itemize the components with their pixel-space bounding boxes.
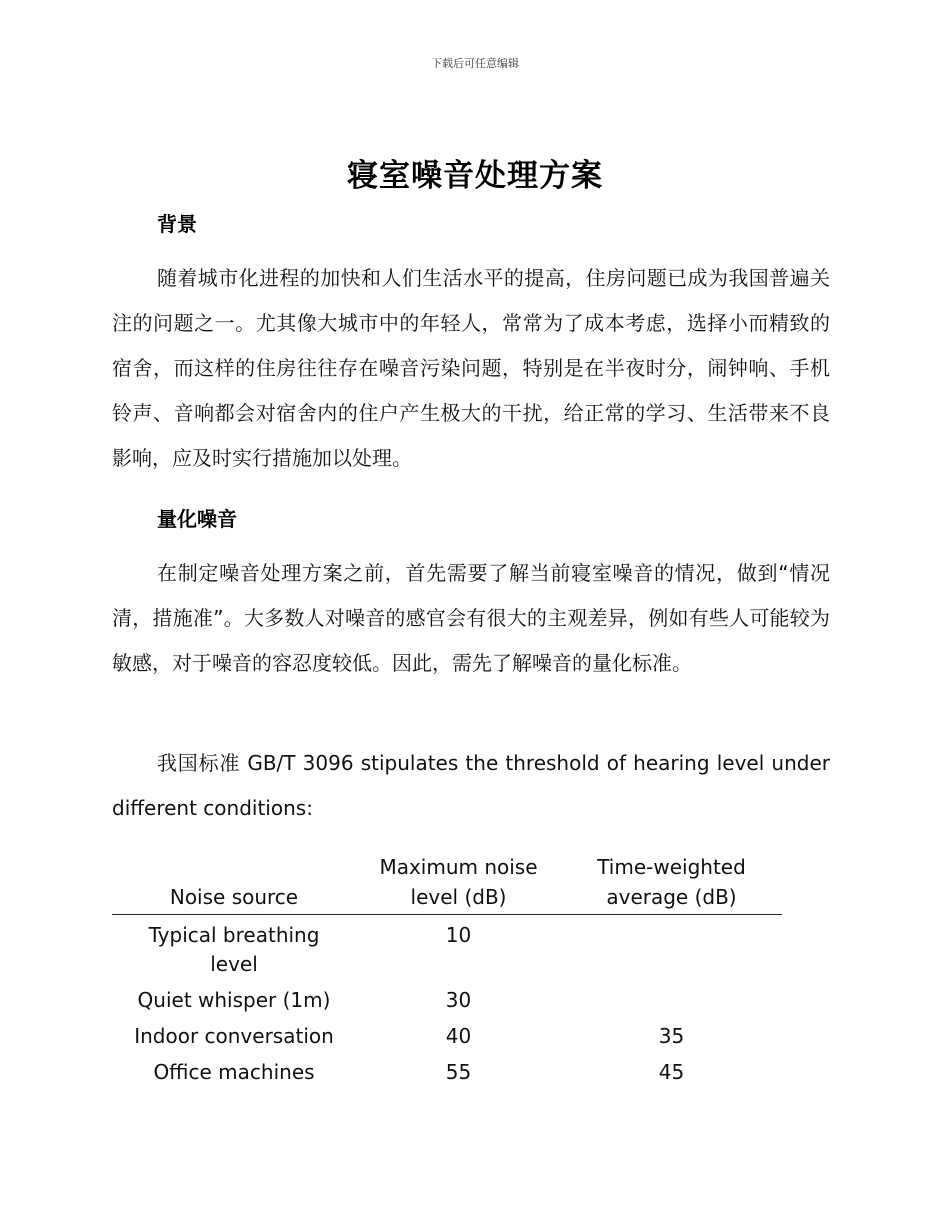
table-row [112,1052,782,1088]
header-noise-source-label: Noise source [169,885,299,909]
cell-noise-source: Indoor conversation [134,1024,334,1048]
section-heading-background: 背景 [157,212,197,236]
cell-max-level: 55 [445,1060,472,1084]
noise-level-table [112,852,782,1088]
quantify-paragraph: 在制定噪音处理方案之前，首先需要了解当前寝室噪音的情况，做到“情况清，措施准”。大多数人对噪音的感官会有很大的主观差异，例如有些人可能较为敏感，对于噪音的容忍度较低。因此，需先了解噪音的量化标准。 [112,561,830,675]
document-title: 寝室噪音处理方案 [347,158,603,194]
cell-time-weighted [561,980,782,1016]
header-noise-source [112,852,356,915]
section-heading-quantify-noise: 量化噪音 [157,507,237,531]
table-header-row [112,852,782,915]
header-time-weighted-line2: average (dB) [606,885,737,909]
background-paragraph: 随着城市化进程的加快和人们生活水平的提高，住房问题已成为我国普遍关注的问题之一。尤其像大城市中的年轻人，常常为了成本考虑，选择小而精致的宿舍，而这样的住房往往存在噪音污染问题，特别是在半夜时分，闹钟响、手机铃声、音响都会对宿舍内的住户产生极大的干扰，给正常的学习、生活带来不良影响，应及时实行措施加以处理。 [112,266,830,470]
cell-max-level: 30 [445,988,472,1012]
cell-time-weighted: 45 [658,1060,685,1084]
table-row [112,1016,782,1052]
header-time-weighted [561,852,782,915]
cell-max-level: 10 [445,923,472,947]
header-max-level-line2: level (dB) [410,885,507,909]
cell-max-level: 40 [445,1024,472,1048]
header-note: 下载后可任意编辑 [431,57,519,70]
table-row [112,980,782,1016]
cell-noise-source: Office machines [153,1060,315,1084]
cell-time-weighted: 35 [658,1024,685,1048]
cell-time-weighted [561,915,782,981]
table-row [112,915,782,981]
standard-paragraph: 我国标准 GB/T 3096 stipulates the threshold of hearing level under different conditions: [112,751,830,820]
header-max-level-line1: Maximum noise [379,855,538,879]
cell-noise-source: Typical breathing level [148,923,320,976]
header-max-level [356,852,561,915]
header-time-weighted-line1: Time-weighted [597,855,746,879]
cell-noise-source: Quiet whisper (1m) [137,988,331,1012]
